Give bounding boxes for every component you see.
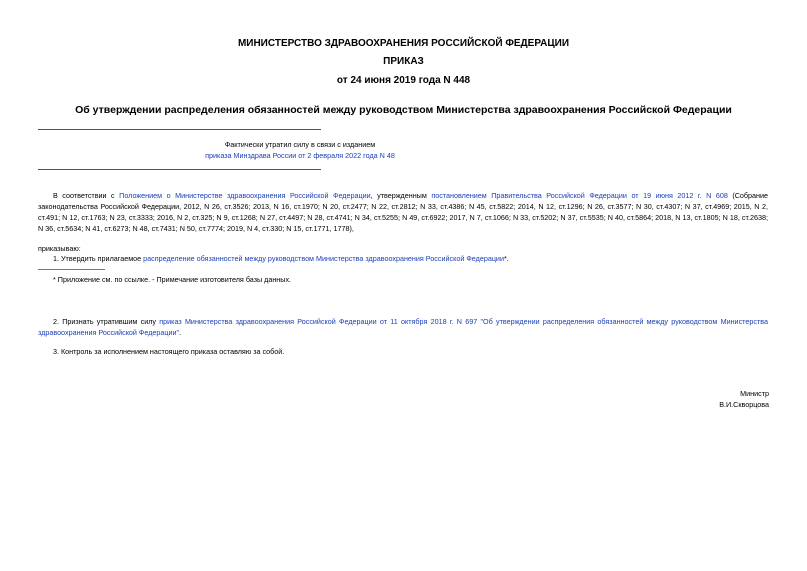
status-line: Фактически утратил силу в связи с изданием: [224, 140, 376, 149]
government-decree-link[interactable]: постановлением Правительства Российской Федерации от 19 июня 2012 г. N 608: [431, 191, 728, 200]
footnote: * Приложение см. по ссылке. - Примечание изготовителя базы данных.: [53, 275, 292, 284]
date-number-heading: от 24 июня 2019 года N 448: [336, 75, 471, 86]
item-1: [53, 253, 768, 264]
preamble-paragraph: [38, 190, 768, 234]
signatory-name: В.И.Скворцова: [719, 400, 769, 409]
status-note: [38, 139, 562, 161]
doc-type-heading: ПРИКАЗ: [383, 56, 424, 67]
item-3: 3. Контроль за исполнением настоящего приказа оставляю за собой.: [53, 347, 285, 356]
signature-block: [719, 388, 769, 410]
status-link[interactable]: приказа Минздрава России от 2 февраля 2022 года N 48: [205, 151, 395, 160]
preamble-text-2: , утвержденным: [370, 191, 432, 200]
repealed-order-link[interactable]: приказ Министерства здравоохранения Российской Федерации от 11 октября 2018 г. N 697 "Об утверждении распределения обязанностей между руководством Министерства здравоохранения Российской Федерации": [38, 317, 768, 337]
item-1-suffix: *.: [503, 254, 509, 263]
order-word: приказываю:: [38, 244, 81, 253]
item-1-text: 1. Утвердить прилагаемое: [53, 254, 144, 263]
footnote-divider: [38, 269, 105, 270]
ministry-heading: МИНИСТЕРСТВО ЗДРАВООХРАНЕНИЯ РОССИЙСКОЙ ФЕДЕРАЦИИ: [237, 38, 570, 49]
preamble-text-1: В соответствии с: [53, 191, 120, 200]
document-title: Об утверждении распределения обязанностей между руководством Министерства здравоохранения Российской Федерации: [75, 104, 732, 116]
item-2: [38, 316, 768, 338]
divider-top: [38, 129, 321, 130]
signatory-position: Министр: [740, 389, 769, 398]
item-2-text: 2. Признать утратившим силу: [53, 317, 160, 326]
divider-bottom: [38, 169, 321, 170]
item-2-suffix: .: [179, 328, 182, 337]
regulation-link[interactable]: Положением о Министерстве здравоохранения Российской Федерации: [119, 191, 371, 200]
distribution-link[interactable]: распределение обязанностей между руководством Министерства здравоохранения Российской Федерации: [143, 254, 504, 263]
preamble-text-3: (Собрание законодательства Российской Федерации, 2012, N 26, ст.3526; 2013, N 16, ст.1970; N 20, ст.2477; N 22, ст.2812; N 33, ст.4386; N 45, ст.5822; 2014, N 12, ст.1296; N 26, ст.3577; N 30, ст.4307; N 37, ст.4969; 2015, N 2, ст.491; N 12, ст.1763; N 23, ст.3333; 2016, N 2, ст.325; N 9, ст.1268; N 27, ст.4497; N 28, ст.4741; N 34, ст.5255; N 49, ст.6922; 2017, N 7, ст.1066; N 33, ст.5202; N 37, ст.5535; N 40, ст.5864; 2018, N 13, ст.1805; N 18, ст.2638; N 36, ст.5634; N 41, ст.6273; N 48, ст.7431; N 50, ст.7774; 2019, N 4, ст.330; N 15, ст.1771, 1778),: [38, 191, 769, 233]
